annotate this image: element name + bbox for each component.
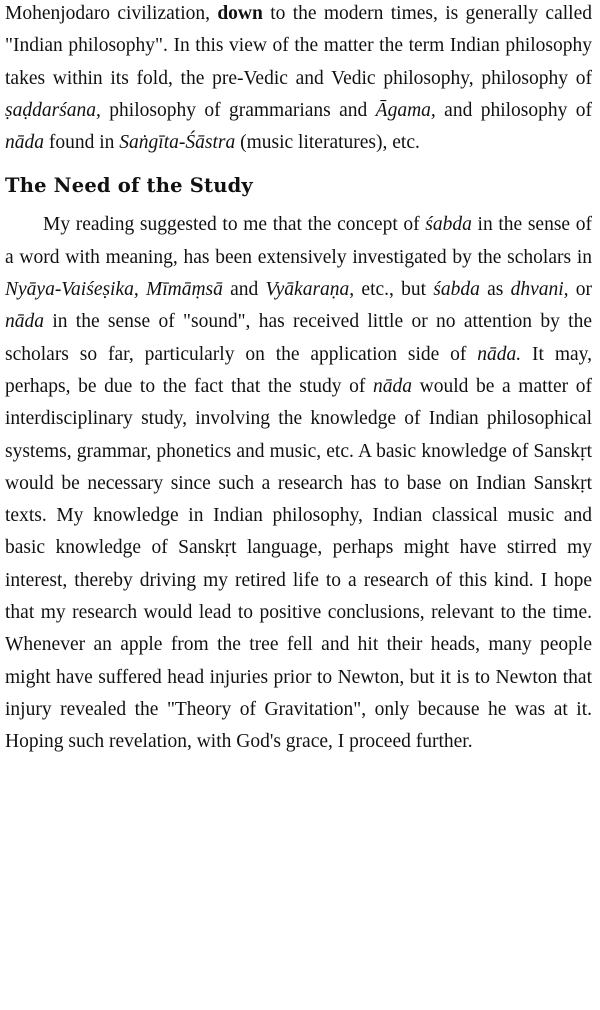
paragraph-indian-philosophy xyxy=(5,0,592,159)
text-run: philosophy of grammarians and xyxy=(100,99,376,121)
term-nada: nāda xyxy=(373,375,413,397)
text-run: in the sense of a word with meaning, has been extensively investigated by the scholars in xyxy=(5,214,592,268)
term-agama: Āgama, xyxy=(375,99,436,121)
text-run: etc., but xyxy=(354,279,434,301)
text-run: as xyxy=(479,279,511,301)
text-run: in the sense of "sound", has received little or no attention by the scholars so far, particularly on the application side of xyxy=(5,311,592,365)
term-sangita-sastra: Saṅgīta-Śāstra xyxy=(119,132,236,154)
text-run: would be a matter of interdisciplinary study, involving the knowledge of Indian philosophical systems, grammar, phonetics and music, etc. A basic knowledge of Sanskṛt would be necessary since such a research has to base on Indian Sanskṛt texts. My knowledge in Indian philosophy, Indian classical music and basic knowledge of Sanskṛt language, perhaps might have stirred my interest, thereby driving my retired life to a research of this kind. I hope that my research would lead to positive conclusions, relevant to the time. Whenever an apple from the tree fell and hit their heads, many people might have suffered head injuries prior to Newton, but it is to Newton that injury revealed the "Theory of Gravitation", only because he was at it. Hoping such revelation, with God's grace, I proceed further. xyxy=(5,375,592,753)
term-nada: nāda. xyxy=(477,343,522,365)
paragraph-need-of-study xyxy=(5,209,592,758)
section-heading: The Need of the Study xyxy=(5,174,253,198)
term-nada: nāda xyxy=(5,311,44,333)
term-dhvani: dhvani, xyxy=(510,279,569,301)
text-run: My reading suggested to me that the concept of xyxy=(43,214,426,236)
term-sabda: śabda xyxy=(433,279,480,301)
text-run: and philosophy of xyxy=(435,99,593,121)
text-run: found in xyxy=(44,132,120,154)
text-run: Mohenjodaro civilization, xyxy=(5,3,218,24)
term-sabda: śabda xyxy=(425,214,472,236)
text-run: (music literatures), etc. xyxy=(235,132,420,154)
text-run: It may, perhaps, be due to the fact that the study of xyxy=(5,343,593,397)
term-nyaya-vaisesika-mimamsa: Nyāya-Vaiśeṣika, Mīmāṃsā xyxy=(5,279,223,301)
text-run: to the modern times, is generally called "Indian philosophy". In this view of the matter the term Indian philosophy takes within its fold, the pre-Vedic and Vedic philosophy, philosophy of xyxy=(5,3,592,89)
text-run-bold: down xyxy=(217,3,263,24)
term-vyakarana: Vyākaraṇa, xyxy=(265,279,355,301)
text-run: and xyxy=(222,279,266,301)
text-run: or xyxy=(568,279,592,301)
term-nada: nāda xyxy=(5,132,44,154)
term-saddarsana: ṣaḍdarśana, xyxy=(5,99,101,121)
